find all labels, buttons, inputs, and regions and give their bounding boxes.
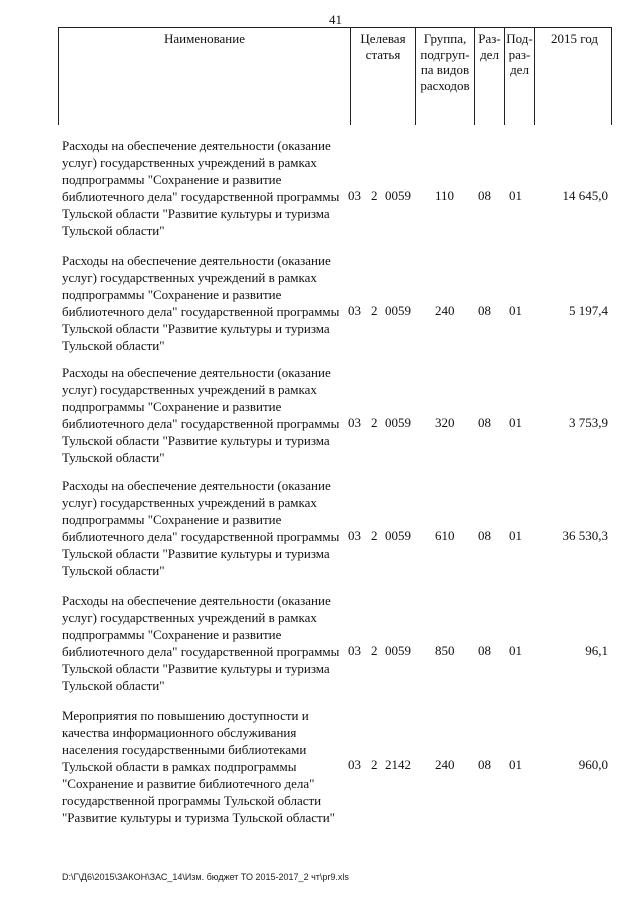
row-target-code-1: 03 <box>348 757 361 772</box>
row-section: 08 <box>478 528 491 543</box>
row-target-code-1: 03 <box>348 303 361 318</box>
row-section: 08 <box>478 303 491 318</box>
page-number: 41 <box>329 12 342 27</box>
row-amount: 960,0 <box>578 757 608 772</box>
header-expense-group: Группа, подгруп-па видов расходов <box>420 31 470 93</box>
row-name: Расходы на обеспечение деятельности (оказание услуг) государственных учреждений в рамках подпрограммы "Сохранение и развитие библиотечного дела" государственной программы Тульской области "Развитие культуры и туризма Тульской области" <box>62 138 340 238</box>
table-row <box>58 252 612 372</box>
row-expense-group: 110 <box>435 188 455 203</box>
row-expense-group: 240 <box>435 757 455 772</box>
row-target-code-3: 0059 <box>385 303 411 318</box>
row-subsection: 01 <box>509 303 522 318</box>
column-divider <box>415 28 416 125</box>
row-target-code-1: 03 <box>348 643 361 658</box>
row-section: 08 <box>478 757 491 772</box>
row-amount: 14 645,0 <box>562 188 608 203</box>
row-name: Расходы на обеспечение деятельности (оказание услуг) государственных учреждений в рамках подпрограммы "Сохранение и развитие библиотечного дела" государственной программы Тульской области "Развитие культуры и туризма Тульской области" <box>62 593 340 693</box>
column-divider <box>504 28 505 125</box>
row-subsection: 01 <box>509 415 522 430</box>
row-target-code-2: 2 <box>371 757 378 772</box>
header-name: Наименование <box>164 31 245 46</box>
row-target-code-1: 03 <box>348 188 361 203</box>
row-expense-group: 850 <box>435 643 455 658</box>
row-subsection: 01 <box>509 757 522 772</box>
row-subsection: 01 <box>509 643 522 658</box>
header-subsection: Под-раз-дел <box>506 31 533 77</box>
row-target-code-2: 2 <box>371 415 378 430</box>
column-divider <box>534 28 535 125</box>
row-target-code-3: 0059 <box>385 415 411 430</box>
row-section: 08 <box>478 415 491 430</box>
row-target-code-3: 0059 <box>385 528 411 543</box>
row-target-code-2: 2 <box>371 303 378 318</box>
row-amount: 36 530,3 <box>562 528 608 543</box>
row-target-code-2: 2 <box>371 528 378 543</box>
row-section: 08 <box>478 188 491 203</box>
row-amount: 3 753,9 <box>569 415 608 430</box>
row-expense-group: 320 <box>435 415 455 430</box>
row-target-code-3: 0059 <box>385 188 411 203</box>
column-divider <box>474 28 475 125</box>
table-row <box>58 707 612 837</box>
row-expense-group: 610 <box>435 528 455 543</box>
table-row <box>58 137 612 257</box>
row-name: Расходы на обеспечение деятельности (оказание услуг) государственных учреждений в рамках подпрограммы "Сохранение и развитие библиотечного дела" государственной программы Тульской области "Развитие культуры и туризма Тульской области" <box>62 478 340 578</box>
row-subsection: 01 <box>509 528 522 543</box>
row-target-code-3: 2142 <box>385 757 411 772</box>
row-target-code-2: 2 <box>371 643 378 658</box>
row-target-code-1: 03 <box>348 528 361 543</box>
row-target-code-2: 2 <box>371 188 378 203</box>
table-row <box>58 477 612 597</box>
row-name: Расходы на обеспечение деятельности (оказание услуг) государственных учреждений в рамках подпрограммы "Сохранение и развитие библиотечного дела" государственной программы Тульской области "Развитие культуры и туризма Тульской области" <box>62 253 340 353</box>
row-expense-group: 240 <box>435 303 455 318</box>
table-row <box>58 592 612 712</box>
row-name: Расходы на обеспечение деятельности (оказание услуг) государственных учреждений в рамках подпрограммы "Сохранение и развитие библиотечного дела" государственной программы Тульской области "Развитие культуры и туризма Тульской области" <box>62 365 340 465</box>
table-row <box>58 364 612 484</box>
row-target-code-1: 03 <box>348 415 361 430</box>
header-target-article: Целевая статья <box>360 31 406 62</box>
row-section: 08 <box>478 643 491 658</box>
row-target-code-3: 0059 <box>385 643 411 658</box>
column-divider <box>350 28 351 125</box>
row-subsection: 01 <box>509 188 522 203</box>
header-year: 2015 год <box>551 31 598 46</box>
row-amount: 5 197,4 <box>569 303 608 318</box>
table-header <box>58 27 612 125</box>
row-amount: 96,1 <box>585 643 608 658</box>
header-section: Раз-дел <box>478 31 501 62</box>
row-name: Мероприятия по повышению доступности и качества информационного обслуживания населения государственными библиотеками Тульской области в рамках подпрограммы "Сохранение и развитие библиотечного дела" государственной программы Тульской области "Развитие культуры и туризма Тульской области" <box>62 708 335 825</box>
file-path-footer: D:\Г\Д6\2015\ЗАКОН\ЗАС_14\Изм. бюджет ТО 2015-2017_2 чт\pr9.xls <box>62 872 349 882</box>
